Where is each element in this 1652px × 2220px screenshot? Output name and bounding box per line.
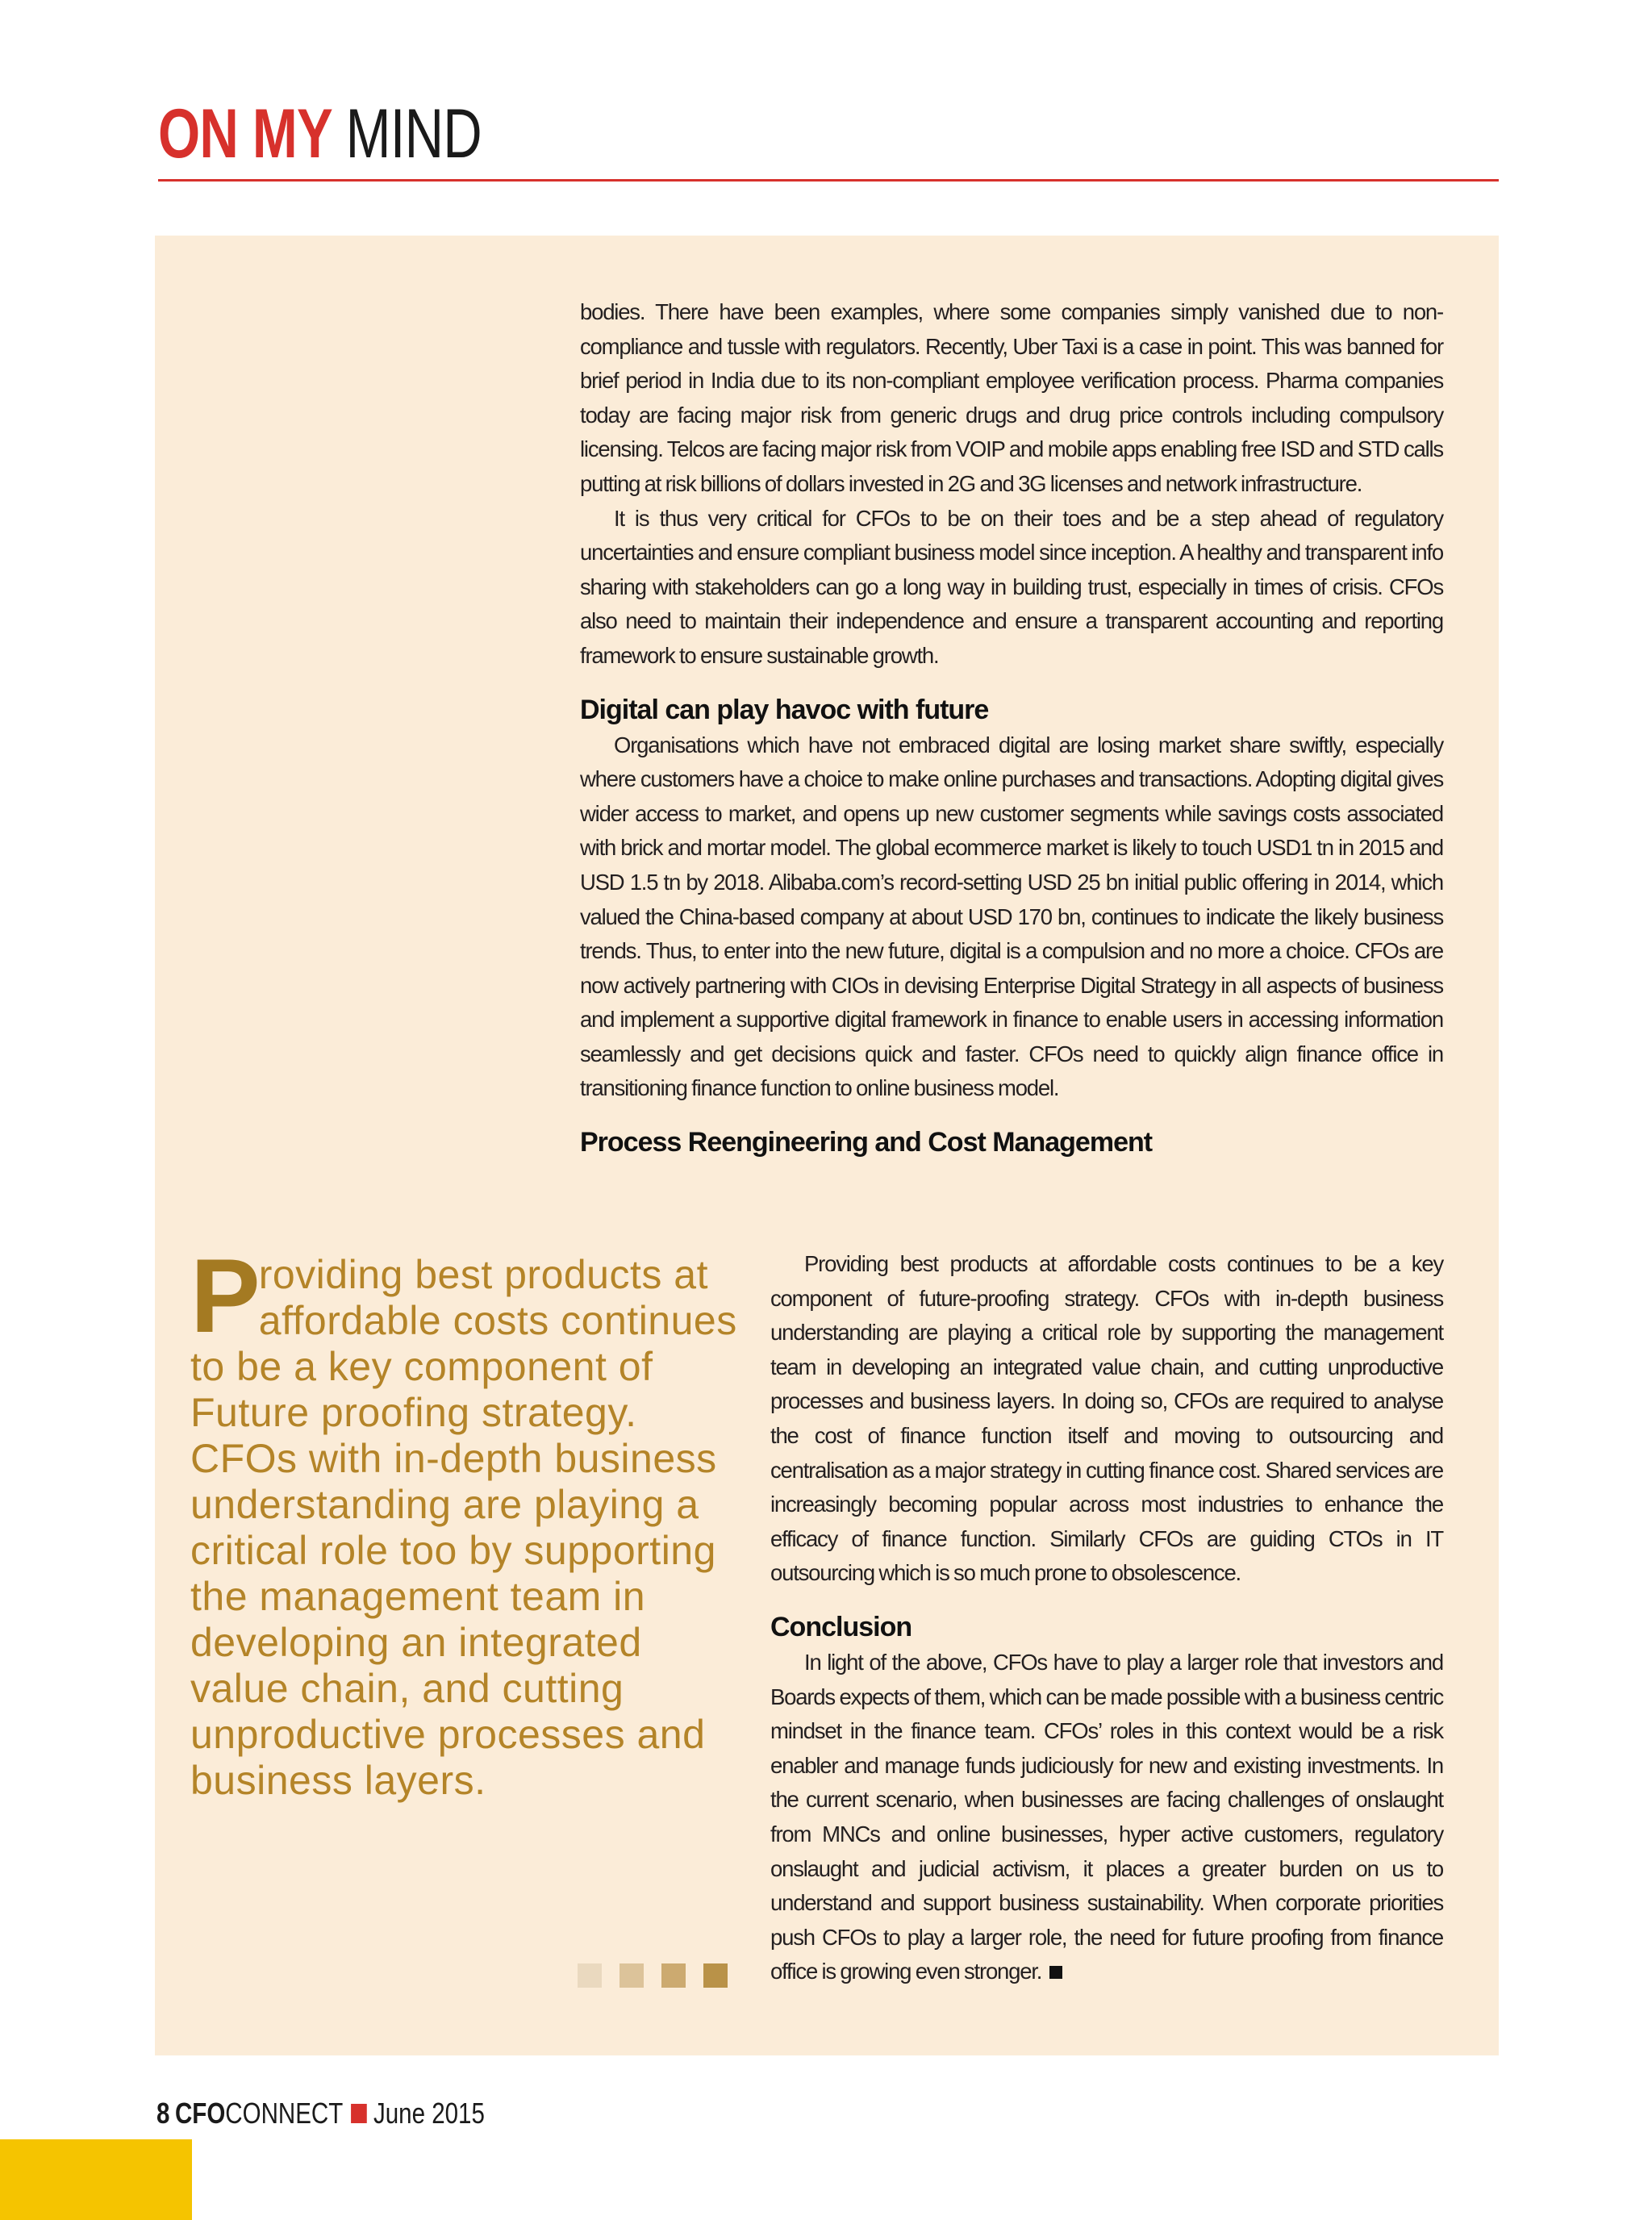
article-paragraph-2: It is thus very critical for CFOs to be on their toes and be a step ahead of regulatory uncertainties and ensure compliant business model since inception. A healthy and transparent info sharing with stakeholders can go a long way in building trust, especially in times of crisis. CFOs also need to maintain their independence and ensure a transparent accounting and reporting framework to ensure sustainable growth. <box>580 505 1443 668</box>
end-of-article-mark <box>1049 1966 1062 1979</box>
article-lower-column <box>770 1247 1443 1989</box>
article-upper-column <box>580 295 1443 1161</box>
article-paragraph-3: Organisations which have not embraced digital are losing market share swiftly, especially where customers have a choice to make online purchases and transactions. Adopting digital gives wider access to market, and opens up new customer segments while savings costs associated with brick and mortar model. The global ecommerce market is likely to touch USD1 tn in 2015 and USD 1.5 tn by 2018. Alibaba.com’s record-setting USD 25 bn initial public offering in 2014, which valued the China-based company at about USD 170 bn, continues to indicate the likely business trends. Thus, to enter into the new future, digital is a compulsion and no more a choice. CFOs are now actively partnering with CIOs in devising Enterprise Digital Strategy in all aspects of business and implement a supportive digital framework in finance to enable users in accessing information seamlessly and get decisions quick and faster. CFOs need to quickly align finance office in transitioning finance function to online business model. <box>580 732 1443 1101</box>
article-paragraph-5 <box>770 1646 1443 1989</box>
brand-bold: CFO <box>174 2097 226 2130</box>
decor-square-2 <box>620 1963 644 1988</box>
section-title-red: ON MY <box>158 95 332 173</box>
pull-quote-dropcap: P <box>190 1237 257 1354</box>
decor-square-1 <box>578 1963 602 1988</box>
decor-square-4 <box>703 1963 728 1988</box>
section-header <box>158 95 1499 182</box>
issue-date: June 2015 <box>373 2097 485 2130</box>
brand-rest: CONNECT <box>225 2097 344 2130</box>
spacer <box>580 1106 1443 1124</box>
conclusion-text: In light of the above, CFOs have to play a larger role that investors and Boards expects of them, which can be made possible with a business centric mindset in the finance team. CFOs’ roles in this context would be a risk enabler and manage funds judiciously for new and existing investments. In the current scenario, when businesses are facing challenges of onslaught from MNCs and online businesses, hyper active customers, regulatory onslaught and judicial activism, it places a greater burden on us to understand and support business sustainability. When corporate priorities push CFOs to play a larger role, the need for future proofing from finance office is growing even stronger. <box>770 1649 1443 1984</box>
page-footer <box>156 2096 485 2131</box>
pull-quote-text: roviding best products at affordable costs continues to be a key component of Future proofing strategy. CFOs with in-depth business understanding are playing a critical role too by supporting the management team in developing an integrated value chain, and cutting unproductive processes and business layers. <box>190 1252 737 1803</box>
heading-digital: Digital can play havoc with future <box>580 694 989 725</box>
heading-process: Process Reengineering and Cost Management <box>580 1127 1153 1158</box>
page-number: 8 <box>156 2097 170 2130</box>
decor-square-3 <box>661 1963 686 1988</box>
decorative-squares <box>578 1963 739 1989</box>
footer-separator-square <box>351 2104 367 2123</box>
article-paragraph-4: Providing best products at affordable costs continues to be a key component of future-proofing strategy. CFOs with in-depth business understanding are playing a critical role by supporting the management team in developing an integrated value chain, and cutting unproductive processes and business layers. In doing so, CFOs are required to analyse the cost of finance function itself and moving to outsourcing and centralisation as a major strategy in cutting finance cost. Shared services are increasingly becoming popular across most industries to enhance the efficacy of finance function. Similarly CFOs are guiding CTOs in IT outsourcing which is so much prone to obsolescence. <box>770 1251 1443 1586</box>
corner-color-block <box>0 2139 192 2220</box>
section-title <box>158 95 482 173</box>
spacer <box>770 1591 1443 1609</box>
heading-conclusion: Conclusion <box>770 1611 912 1642</box>
pull-quote <box>190 1237 739 1804</box>
section-title-black: MIND <box>345 95 482 173</box>
spacer <box>580 674 1443 691</box>
article-paragraph-1: bodies. There have been examples, where some companies simply vanished due to non-compliance and tussle with regulators. Recently, Uber Taxi is a case in point. This was banned for brief period in India due to its non-compliant employee verification process. Pharma companies today are facing major risk from generic drugs and drug price controls including compulsory licensing. Telcos are facing major risk from VOIP and mobile apps enabling free ISD and STD calls putting at risk billions of dollars invested in 2G and 3G licenses and network infrastructure. <box>580 299 1443 496</box>
